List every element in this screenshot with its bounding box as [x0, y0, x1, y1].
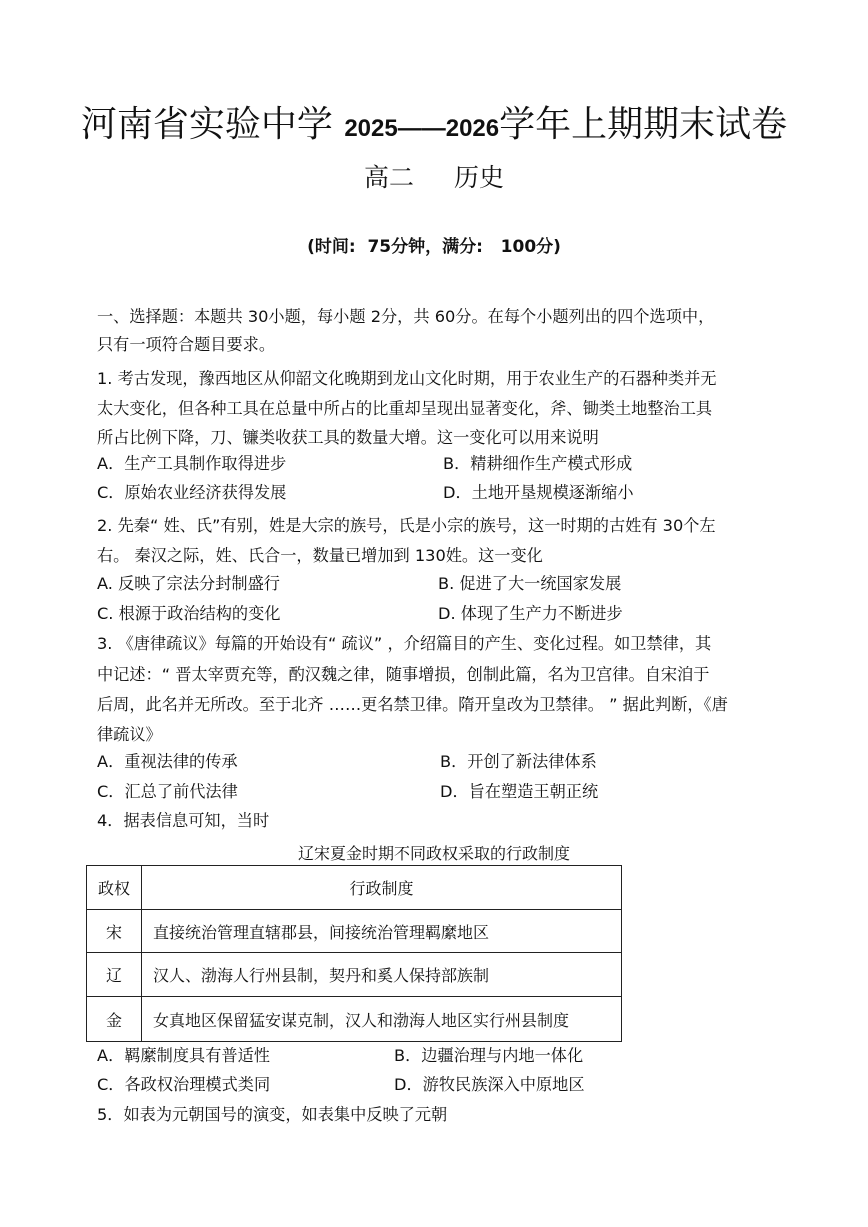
question-4-option-c: C．各政权治理模式类同 [97, 1075, 271, 1094]
section-intro-line: 一、选择题：本题共 30小题，每小题 2分，共 60分。在每个小题列出的四个选项中， [97, 307, 715, 326]
table-row [87, 910, 622, 953]
question-3-option-d: D．旨在塑造王朝正统 [440, 782, 599, 801]
question-4-option-d: D．游牧民族深入中原地区 [394, 1075, 585, 1094]
question-3-option-a: A．重视法律的传承 [97, 752, 238, 771]
table-header-row [87, 866, 622, 910]
question-1-stem: 太大变化，但各种工具在总量中所占的比重却呈现出显著变化，斧、锄类土地整治工具 [97, 399, 713, 418]
table-cell-regime: 金 [87, 997, 142, 1042]
table-caption: 辽宋夏金时期不同政权采取的行政制度 [297, 844, 570, 863]
table-cell-system: 汉人、渤海人行州县制，契丹和奚人保持部族制 [142, 953, 622, 997]
question-2-option-c: C. 根源于政治结构的变化 [97, 604, 281, 623]
table-cell-system: 直接统治管理直辖郡县，间接统治管理羁縻地区 [142, 910, 622, 953]
title-school: 河南省实验中学 [80, 104, 345, 145]
question-3-stem: 中记述：“ 晋太宰贾充等，酌汉魏之律，随事增损，创制此篇，名为卫宫律。自宋洎于 [97, 665, 710, 684]
table-row [87, 997, 622, 1042]
table-row [87, 953, 622, 997]
title-years: 2025——2026 [344, 115, 500, 142]
question-1-option-d: D．土地开垦规模逐渐缩小 [443, 483, 634, 502]
table-cell-system: 女真地区保留猛安谋克制，汉人和渤海人地区实行州县制度 [142, 997, 622, 1042]
question-1-stem: 所占比例下降，刀、镰类收获工具的数量大增。这一变化可以用来说明 [97, 428, 599, 447]
question-2-option-d: D. 体现了生产力不断进步 [438, 604, 623, 623]
table-cell-regime: 辽 [87, 953, 142, 997]
question-3-stem: 后周，此名并无所改。至于北齐 ……更名禁卫律。隋开皇改为卫禁律。 ” 据此判断，《唐 [97, 695, 728, 714]
exam-title [0, 96, 868, 147]
administration-table [86, 865, 622, 1042]
section-intro-line: 只有一项符合题目要求。 [97, 335, 276, 354]
question-4-option-b: B．边疆治理与内地一体化 [394, 1046, 584, 1065]
question-1-option-c: C．原始农业经济获得发展 [97, 483, 287, 502]
question-4-option-a: A．羁縻制度具有普适性 [97, 1046, 270, 1065]
question-3-option-b: B．开创了新法律体系 [440, 752, 597, 771]
question-3-option-c: C．汇总了前代法律 [97, 782, 238, 801]
question-1-option-a: A．生产工具制作取得进步 [97, 454, 287, 473]
question-2-option-a: A. 反映了宗法分封制盛行 [97, 574, 280, 593]
question-1-option-b: B．精耕细作生产模式形成 [443, 454, 633, 473]
question-4-stem: 4．据表信息可知，当时 [97, 811, 270, 830]
question-2-stem: 2. 先秦“ 姓、氏”有别，姓是大宗的族号，氏是小宗的族号，这一时期的古姓有 30个左 [97, 516, 716, 535]
question-1-stem: 1. 考古发现，豫西地区从仰韶文化晚期到龙山文化时期，用于农业生产的石器种类并无 [97, 369, 717, 388]
table-cell-regime: 宋 [87, 910, 142, 953]
table-header-cell: 政权 [87, 866, 142, 910]
question-2-stem: 右。 秦汉之际，姓、氏合一，数量已增加到 130姓。这一变化 [97, 546, 543, 565]
time-score-info: (时间: 75分钟，满分: 100分) [307, 237, 561, 257]
exam-subtitle: 高二 历史 [364, 163, 504, 192]
question-2-option-b: B. 促进了大一统国家发展 [438, 574, 622, 593]
question-3-stem: 3. 《唐律疏议》每篇的开始设有“ 疏议” ，介绍篇目的产生、变化过程。如卫禁律，其 [97, 634, 712, 653]
table-header-cell: 行政制度 [142, 866, 622, 910]
question-3-stem: 律疏议》 [97, 725, 162, 744]
question-5-stem: 5．如表为元朝国号的演变，如表集中反映了元朝 [97, 1105, 448, 1124]
title-term: 学年上期期末试卷 [499, 104, 788, 145]
